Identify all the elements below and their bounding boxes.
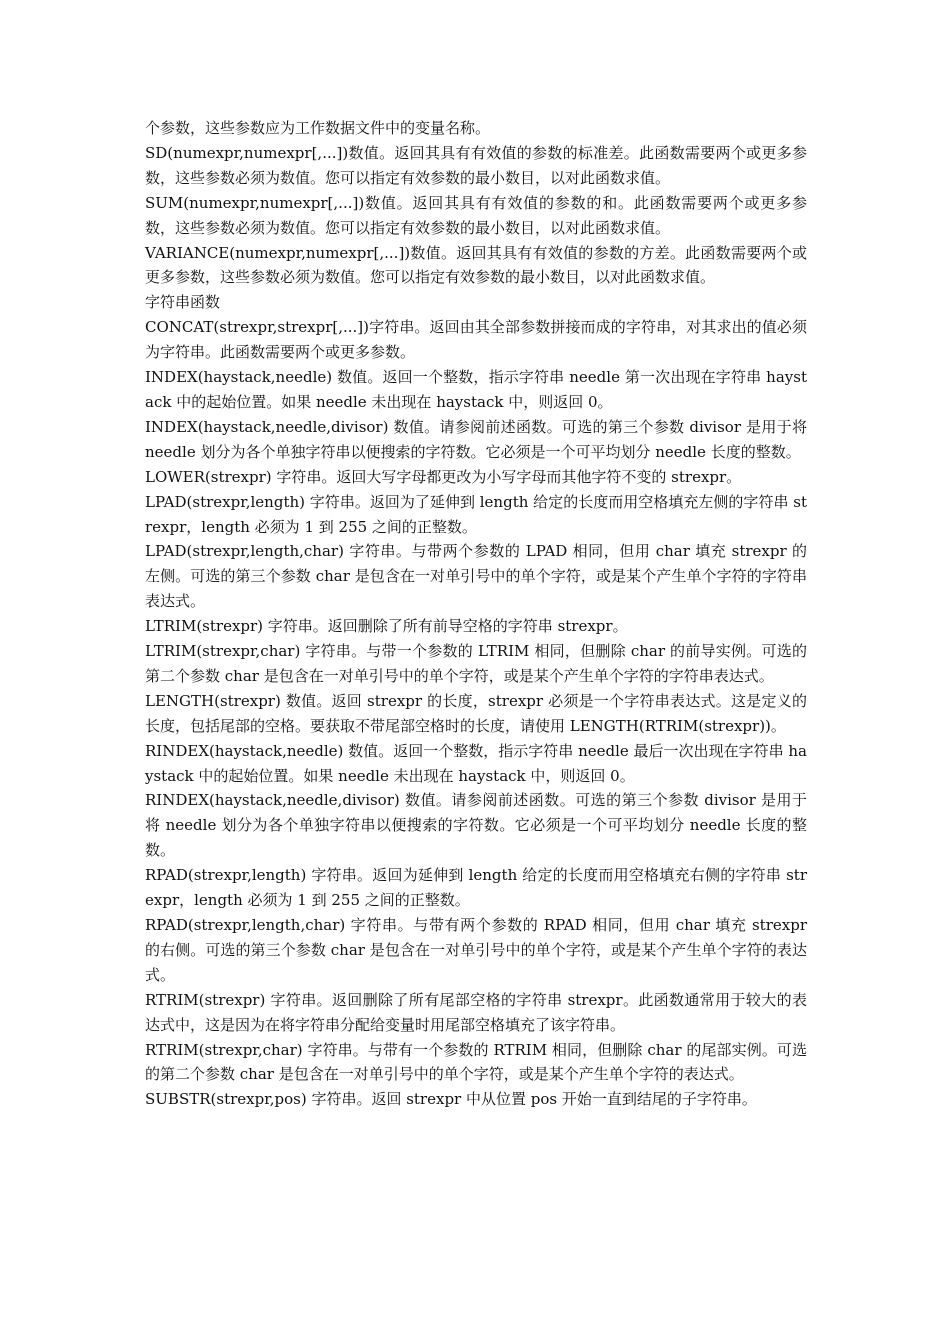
paragraph-lower: LOWER(strexpr) 字符串。返回大写字母都更改为小写字母而其他字符不变的 strexpr。 [145, 467, 742, 486]
paragraph-lpad-char: LPAD(strexpr,length,char) 字符串。与带两个参数的 LPAD 相同，但用 char 填充 strexpr 的左侧。可选的第三个参数 char 是包含在一对单引号中的单个字符，或是某个产生单个字符的字符串表达式。 [145, 542, 807, 611]
document-page [145, 116, 807, 1112]
paragraph-index: INDEX(haystack,needle) 数值。返回一个整数，指示字符串 needle 第一次出现在字符串 haystack 中的起始位置。如果 needle 未出现在 haystack 中，则返回 0。 [145, 368, 807, 411]
paragraph-sd: SD(numexpr,numexpr[,...])数值。返回其具有有效值的参数的标准差。此函数需要两个或更多参数，这些参数必须为数值。您可以指定有效参数的最小数目，以对此函数求值。 [145, 143, 807, 187]
paragraph-rindex-divisor: RINDEX(haystack,needle,divisor) 数值。请参阅前述函数。可选的第三个参数 divisor 是用于将 needle 划分为各个单独字符串以便搜索的字符数。它必须是一个可平均划分 needle 长度的整数。 [145, 791, 807, 860]
paragraph-sum: SUM(numexpr,numexpr[,...])数值。返回其具有有效值的参数的和。此函数需要两个或更多参数，这些参数必须为数值。您可以指定有效参数的最小数目，以对此函数求值。 [145, 193, 807, 237]
paragraph-rtrim: RTRIM(strexpr) 字符串。返回删除了所有尾部空格的字符串 strexpr。此函数通常用于较大的表达式中，这是因为在将字符串分配给变量时用尾部空格填充了该字符串。 [145, 990, 807, 1034]
paragraph-length: LENGTH(strexpr) 数值。返回 strexpr 的长度，strexpr 必须是一个字符串表达式。这是定义的长度，包括尾部的空格。要获取不带尾部空格时的长度，请使用 LENGTH(RTRIM(strexpr))。 [145, 691, 807, 735]
paragraph-substr: SUBSTR(strexpr,pos) 字符串。返回 strexpr 中从位置 pos 开始一直到结尾的子字符串。 [145, 1090, 757, 1109]
paragraph-lpad: LPAD(strexpr,length) 字符串。返回为了延伸到 length 给定的长度而用空格填充左侧的字符串 strexpr，length 必须为 1 到 255 之间的正整数。 [145, 492, 807, 536]
paragraph-concat: CONCAT(strexpr,strexpr[,...])字符串。返回由其全部参数拼接而成的字符串，对其求出的值必须为字符串。此函数需要两个或更多参数。 [145, 318, 807, 362]
paragraph-rpad: RPAD(strexpr,length) 字符串。返回为延伸到 length 给定的长度而用空格填充右侧的字符串 strexpr，length 必须为 1 到 255 之间的正整数。 [145, 866, 807, 910]
paragraph-intro: 个参数，这些参数应为工作数据文件中的变量名称。 [145, 119, 491, 137]
section-heading-string-functions: 字符串函数 [145, 293, 221, 312]
paragraph-rpad-char: RPAD(strexpr,length,char) 字符串。与带有两个参数的 RPAD 相同，但用 char 填充 strexpr 的右侧。可选的第三个参数 char 是包含在一对单引号中的单个字符，或是某个产生单个字符的表达式。 [145, 916, 807, 984]
paragraph-rindex: RINDEX(haystack,needle) 数值。返回一个整数，指示字符串 needle 最后一次出现在字符串 haystack 中的起始位置。如果 needle 未出现在 haystack 中，则返回 0。 [145, 741, 807, 785]
paragraph-index-divisor: INDEX(haystack,needle,divisor) 数值。请参阅前述函数。可选的第三个参数 divisor 是用于将 needle 划分为各个单独字符串以便搜索的字符数。它必须是一个可平均划分 needle 长度的整数。 [145, 417, 807, 461]
paragraph-rtrim-char: RTRIM(strexpr,char) 字符串。与带有一个参数的 RTRIM 相同，但删除 char 的尾部实例。可选的第二个参数 char 是包含在一对单引号中的单个字符，或是某个产生单个字符的表达式。 [145, 1040, 807, 1084]
paragraph-ltrim-char: LTRIM(strexpr,char) 字符串。与带一个参数的 LTRIM 相同，但删除 char 的前导实例。可选的第二个参数 char 是包含在一对单引号中的单个字符，或是某个产生单个字符的字符串表达式。 [145, 642, 807, 685]
paragraph-ltrim: LTRIM(strexpr) 字符串。返回删除了所有前导空格的字符串 strexpr。 [145, 617, 628, 636]
paragraph-variance: VARIANCE(numexpr,numexpr[,...])数值。返回其具有有效值的参数的方差。此函数需要两个或更多参数，这些参数必须为数值。您可以指定有效参数的最小数目，以对此函数求值。 [145, 243, 807, 287]
